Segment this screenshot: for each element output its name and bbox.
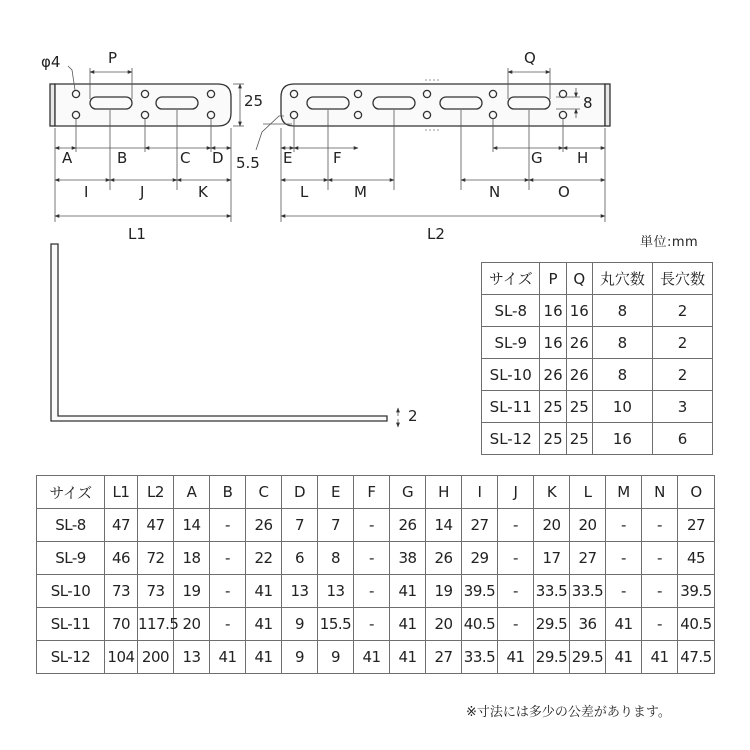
dim-cell: 46: [105, 542, 138, 575]
dim-cell: 36: [570, 608, 606, 641]
dim-cell: -: [642, 509, 678, 542]
label-p: P: [108, 49, 118, 67]
label-c: C: [180, 149, 191, 167]
dim-cell: -: [642, 575, 678, 608]
dim-cell: 13: [282, 575, 318, 608]
tolerance-note: ※寸法には多少の公差があります。: [466, 705, 671, 720]
dim-cell: 41: [354, 641, 390, 674]
dim-cell: 19: [174, 575, 210, 608]
label-h: H: [577, 149, 589, 167]
label-b: B: [117, 149, 128, 167]
dim-header-cell: D: [282, 476, 318, 509]
spec-row: [482, 423, 713, 455]
dim-cell: 41: [210, 641, 246, 674]
dim-cell: 41: [498, 641, 534, 674]
dim-cell: 38: [390, 542, 426, 575]
spec-header-row: [482, 263, 713, 295]
spec-cell: SL-11: [482, 391, 540, 423]
label-j: J: [140, 183, 145, 201]
dim-cell: -: [354, 575, 390, 608]
dim-header-cell: サイズ: [37, 476, 105, 509]
label-n: N: [489, 183, 501, 201]
spec-cell: 16: [566, 295, 592, 327]
dim-cell: 9: [318, 641, 354, 674]
dim-header-cell: B: [210, 476, 246, 509]
label-8: 8: [583, 94, 593, 112]
label-25: 25: [244, 92, 264, 110]
dim-cell: SL-11: [37, 608, 105, 641]
dim-cell: 8: [318, 542, 354, 575]
dim-cell: 26: [390, 509, 426, 542]
dim-cell: 45: [678, 542, 715, 575]
dim-cell: 47: [138, 509, 174, 542]
spec-cell: SL-10: [482, 359, 540, 391]
dim-cell: -: [606, 542, 642, 575]
dim-cell: 7: [318, 509, 354, 542]
spec-row: [482, 327, 713, 359]
dim-row: [37, 641, 715, 674]
spec-cell: 8: [592, 359, 652, 391]
label-a: A: [62, 149, 73, 167]
spec-cell: 16: [540, 327, 566, 359]
dim-cell: -: [498, 542, 534, 575]
dim-cell: SL-10: [37, 575, 105, 608]
dim-cell: 9: [282, 608, 318, 641]
label-f: F: [333, 149, 342, 167]
dim-cell: 6: [282, 542, 318, 575]
label-d: D: [212, 149, 224, 167]
dim-header-cell: A: [174, 476, 210, 509]
dim-cell: -: [354, 509, 390, 542]
label-g: G: [531, 149, 543, 167]
spec-cell: 26: [566, 327, 592, 359]
dim-cell: 41: [246, 608, 282, 641]
dim-cell: -: [642, 608, 678, 641]
label-5-5: 5.5: [236, 154, 260, 172]
dim-cell: 41: [606, 641, 642, 674]
dim-cell: 40.5: [678, 608, 715, 641]
dim-cell: 20: [426, 608, 462, 641]
dim-cell: SL-12: [37, 641, 105, 674]
dim-cell: 27: [426, 641, 462, 674]
label-thickness: 2: [408, 407, 418, 425]
spec-cell: 16: [592, 423, 652, 455]
dim-cell: -: [606, 575, 642, 608]
dim-row: [37, 542, 715, 575]
dim-cell: 17: [534, 542, 570, 575]
dim-cell: -: [354, 542, 390, 575]
dim-cell: 47: [105, 509, 138, 542]
dim-header-cell: O: [678, 476, 715, 509]
spec-row: [482, 295, 713, 327]
spec-row: [482, 391, 713, 423]
dim-cell: 29.5: [534, 608, 570, 641]
dim-cell: -: [498, 608, 534, 641]
dim-cell: 47.5: [678, 641, 715, 674]
right-bracket: [281, 84, 610, 126]
label-q: Q: [524, 49, 536, 67]
label-i: I: [84, 183, 89, 201]
dim-header-cell: L1: [105, 476, 138, 509]
dim-cell: 26: [246, 509, 282, 542]
spec-cell: 2: [652, 327, 712, 359]
spec-row: [482, 359, 713, 391]
dim-cell: SL-9: [37, 542, 105, 575]
label-o: O: [558, 183, 570, 201]
dim-cell: 9: [282, 641, 318, 674]
dim-cell: 104: [105, 641, 138, 674]
dim-cell: 27: [678, 509, 715, 542]
dim-cell: 41: [390, 641, 426, 674]
spec-cell: 2: [652, 295, 712, 327]
dim-cell: -: [210, 542, 246, 575]
dim-cell: -: [354, 608, 390, 641]
dim-cell: 13: [318, 575, 354, 608]
dim-cell: 33.5: [534, 575, 570, 608]
label-phi4: φ4: [41, 53, 61, 71]
dim-header-cell: N: [642, 476, 678, 509]
dim-cell: 20: [570, 509, 606, 542]
dim-cell: 15.5: [318, 608, 354, 641]
dim-cell: -: [606, 509, 642, 542]
dim-cell: 33.5: [570, 575, 606, 608]
dim-cell: 41: [246, 575, 282, 608]
dim-row: [37, 608, 715, 641]
spec-header-cell: Q: [566, 263, 592, 295]
dim-cell: 200: [138, 641, 174, 674]
dim-cell: -: [498, 575, 534, 608]
dim-header-cell: M: [606, 476, 642, 509]
dim-cell: -: [210, 575, 246, 608]
dim-cell: -: [210, 509, 246, 542]
dim-cell: 22: [246, 542, 282, 575]
dim-cell: 20: [174, 608, 210, 641]
dim-cell: 41: [390, 575, 426, 608]
dim-cell: 41: [390, 608, 426, 641]
spec-cell: 16: [540, 295, 566, 327]
dim-cell: 41: [606, 608, 642, 641]
dim-cell: 73: [105, 575, 138, 608]
label-m: M: [354, 183, 367, 201]
dim-header-cell: L: [570, 476, 606, 509]
dim-cell: 29.5: [534, 641, 570, 674]
side-profile: [51, 244, 387, 421]
dim-cell: 7: [282, 509, 318, 542]
left-bracket: [50, 84, 231, 126]
spec-cell: 25: [540, 423, 566, 455]
spec-cell: SL-12: [482, 423, 540, 455]
dim-cell: 18: [174, 542, 210, 575]
dim-cell: 27: [462, 509, 498, 542]
dim-cell: 19: [426, 575, 462, 608]
spec-cell: SL-8: [482, 295, 540, 327]
label-e: E: [283, 149, 293, 167]
dim-header-cell: F: [354, 476, 390, 509]
spec-header-cell: 丸穴数: [592, 263, 652, 295]
dimension-table: [36, 475, 715, 674]
dim-cell: 20: [534, 509, 570, 542]
dim-cell: 70: [105, 608, 138, 641]
dim-header-cell: E: [318, 476, 354, 509]
spec-header-cell: 長穴数: [652, 263, 712, 295]
label-l: L: [300, 183, 309, 201]
dim-cell: -: [210, 608, 246, 641]
dim-cell: 13: [174, 641, 210, 674]
dim-row: [37, 509, 715, 542]
dim-cell: 29.5: [570, 641, 606, 674]
spec-cell: 8: [592, 327, 652, 359]
spec-cell: 6: [652, 423, 712, 455]
dim-header-cell: H: [426, 476, 462, 509]
dim-header-cell: K: [534, 476, 570, 509]
dim-cell: 39.5: [462, 575, 498, 608]
spec-cell: 10: [592, 391, 652, 423]
dim-header-cell: C: [246, 476, 282, 509]
dim-cell: 27: [570, 542, 606, 575]
dim-cell: 41: [642, 641, 678, 674]
spec-table: [481, 262, 713, 455]
label-k: K: [198, 183, 208, 201]
dim-cell: SL-8: [37, 509, 105, 542]
label-l1: L1: [128, 225, 146, 243]
dim-header-cell: L2: [138, 476, 174, 509]
dim-header-row: [37, 476, 715, 509]
spec-header-cell: サイズ: [482, 263, 540, 295]
dim-cell: 26: [426, 542, 462, 575]
spec-cell: SL-9: [482, 327, 540, 359]
dim-header-cell: J: [498, 476, 534, 509]
dim-cell: 14: [426, 509, 462, 542]
dim-row: [37, 575, 715, 608]
unit-label: 単位:mm: [640, 235, 699, 250]
spec-cell: 2: [652, 359, 712, 391]
spec-cell: 25: [566, 423, 592, 455]
spec-cell: 25: [540, 391, 566, 423]
dim-header-cell: G: [390, 476, 426, 509]
dim-cell: 72: [138, 542, 174, 575]
dim-cell: -: [498, 509, 534, 542]
dim-cell: 29: [462, 542, 498, 575]
dim-cell: 117.5: [138, 608, 174, 641]
dim-cell: 73: [138, 575, 174, 608]
spec-cell: 8: [592, 295, 652, 327]
dim-cell: -: [642, 542, 678, 575]
dim-cell: 39.5: [678, 575, 715, 608]
spec-cell: 25: [566, 391, 592, 423]
dim-cell: 40.5: [462, 608, 498, 641]
dim-header-cell: I: [462, 476, 498, 509]
dim-cell: 33.5: [462, 641, 498, 674]
spec-cell: 3: [652, 391, 712, 423]
label-l2: L2: [427, 225, 445, 243]
dim-cell: 14: [174, 509, 210, 542]
spec-header-cell: P: [540, 263, 566, 295]
dim-cell: 41: [246, 641, 282, 674]
spec-cell: 26: [566, 359, 592, 391]
spec-cell: 26: [540, 359, 566, 391]
